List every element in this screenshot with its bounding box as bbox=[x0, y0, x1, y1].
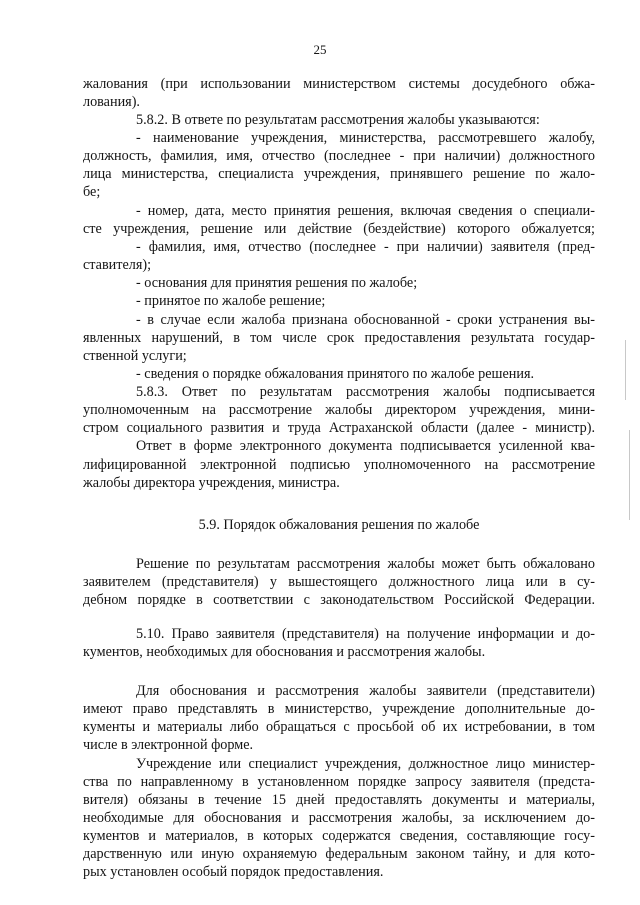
text-line: числе в электронной форме. bbox=[83, 737, 254, 753]
text-line: кументов и материалов, в которых содержатся сведения, составляющие госу- bbox=[83, 828, 595, 844]
text-line: вителя) обязаны в течение 15 дней предоставлять документы и материалы, bbox=[83, 792, 595, 808]
text-line: лования). bbox=[83, 94, 140, 110]
text-line: Для обоснования и рассмотрения жалобы заявители (представители) bbox=[136, 683, 595, 699]
text-line: лифицированной электронной подписью уполномоченного на рассмотрение bbox=[83, 457, 595, 473]
text-line: бе; bbox=[83, 184, 101, 200]
text-line: Учреждение или специалист учреждения, должностное лицо министер- bbox=[136, 756, 595, 772]
text-line: - основания для принятия решения по жалобе; bbox=[136, 275, 418, 291]
text-line: 5.8.2. В ответе по результатам рассмотрения жалобы указываются: bbox=[136, 112, 540, 128]
text-line: Ответ в форме электронного документа подписывается усиленной ква- bbox=[136, 438, 595, 454]
text-line: жалобы директора учреждения, министра. bbox=[83, 475, 340, 491]
text-line: 5.8.3. Ответ по результатам рассмотрения жалобы подписывается bbox=[136, 384, 595, 400]
text-line: жалования (при использовании министерством системы досудебного обжа- bbox=[83, 76, 595, 92]
text-line: - в случае если жалоба признана обоснованной - сроки устранения вы- bbox=[136, 312, 595, 328]
text-line: кументов, необходимых для обоснования и рассмотрения жалобы. bbox=[83, 644, 486, 660]
text-line: лица министерства, специалиста учреждения, принявшего решение по жало- bbox=[83, 166, 595, 182]
text-line: дарственную или иную охраняемую федеральным законом тайну, и для кото- bbox=[83, 846, 595, 862]
text-line: заявителем (представителя) у вышестоящего должностного лица или в су- bbox=[83, 574, 595, 590]
text-line: ственной услуги; bbox=[83, 348, 187, 364]
section-heading: 5.10. Право заявителя (представителя) на получение информации и до- bbox=[136, 626, 595, 642]
text-line: - наименование учреждения, министерства, рассмотревшего жалобу, bbox=[136, 130, 595, 146]
text-line: - фамилия, имя, отчество (последнее - при наличии) заявителя (пред- bbox=[136, 239, 595, 255]
scan-artifact bbox=[629, 430, 630, 520]
text-line: уполномоченным на рассмотрение жалобы директором учреждения, мини- bbox=[83, 402, 595, 418]
section-heading: 5.9. Порядок обжалования решения по жалобе bbox=[198, 517, 480, 533]
text-line: необходимые для обоснования и рассмотрения жалобы, за исключением до- bbox=[83, 810, 595, 826]
text-line: имеют право представлять в министерство, учреждение дополнительные до- bbox=[83, 701, 595, 717]
scan-artifact bbox=[625, 340, 626, 400]
text-line: ства по направленному в установленном порядке запросу заявителя (предста- bbox=[83, 774, 595, 790]
text-line: ставителя); bbox=[83, 257, 152, 273]
text-line: стром социального развития и труда Астраханской области (далее - министр). bbox=[83, 420, 595, 436]
text-line: Решение по результатам рассмотрения жалобы может быть обжаловано bbox=[136, 556, 595, 572]
text-line: сте учреждения, решение или действие (бездействие) которого обжалуется; bbox=[83, 221, 595, 237]
text-line: дебном порядке в соответствии с законодательством Российской Федерации. bbox=[83, 592, 595, 608]
text-line: - принятое по жалобе решение; bbox=[136, 293, 326, 309]
text-line: должность, фамилия, имя, отчество (последнее - при наличии) должностного bbox=[83, 148, 595, 164]
page-number: 25 bbox=[313, 42, 327, 57]
text-line: - сведения о порядке обжалования принятого по жалобе решения. bbox=[136, 366, 535, 382]
text-line: - номер, дата, место принятия решения, включая сведения о специали- bbox=[136, 203, 595, 219]
text-line: рых установлен особый порядок предоставления. bbox=[83, 864, 384, 880]
text-line: кументы и материалы либо обращаться с просьбой об их истребовании, в том bbox=[83, 719, 595, 735]
text-line: явленных нарушений, в том числе срок предоставления результата государ- bbox=[83, 330, 595, 346]
